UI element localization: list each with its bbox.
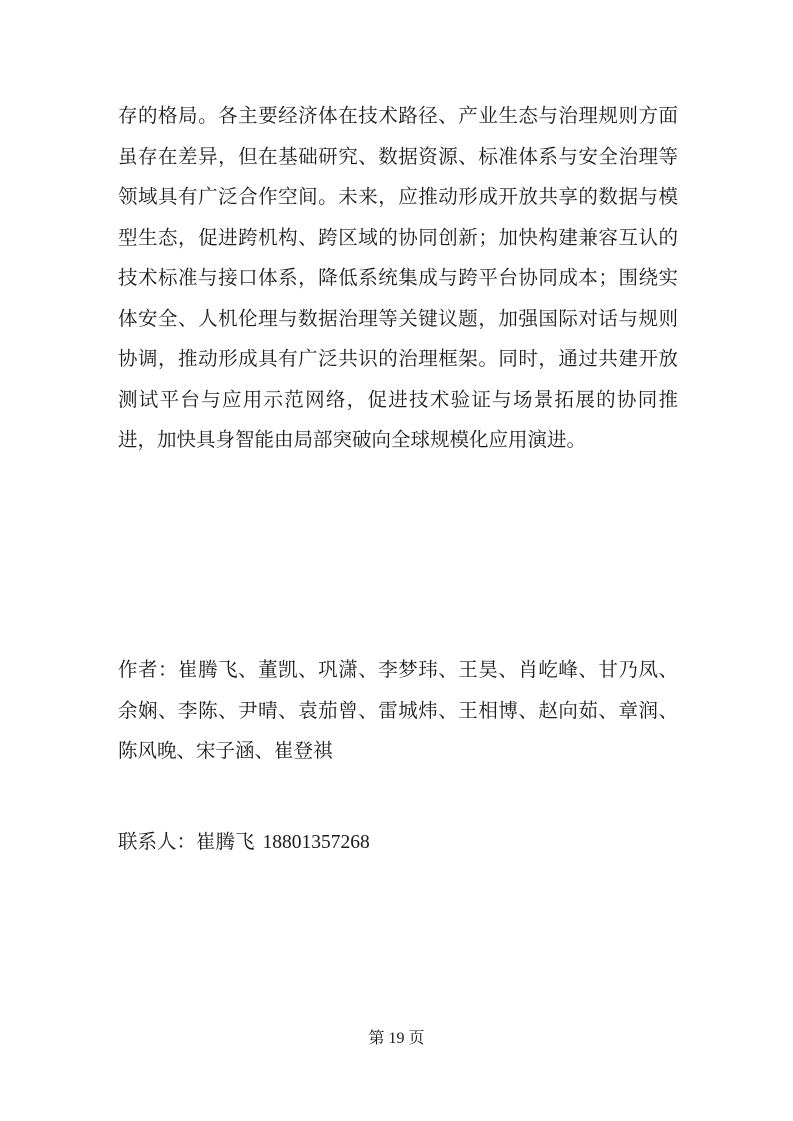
page-footer [0,1024,793,1053]
paragraph-line: 领域具有广泛合作空间。未来，应推动形成开放共享的数据与模 [118,185,678,208]
contact-info [118,822,370,862]
paragraph-line: 测试平台与应用示范网络，促进技术验证与场景拓展的协同推 [118,387,678,411]
authors-line: 作者：崔腾飞、董凯、巩潇、李梦玮、王昊、肖屹峰、甘乃凤、 [118,658,678,681]
paragraph-line: 存的格局。各主要经济体在技术路径、产业生态与治理规则方面 [118,104,678,127]
page-number: 19 [388,1030,405,1047]
body-paragraph [118,96,678,461]
paragraph-line: 协调，推动形成具有广泛共识的治理框架。同时，通过共建开放 [118,347,678,370]
authors-line: 陈风晚、宋子涵、崔登祺 [118,739,333,762]
paragraph-line: 虽存在差异，但在基础研究、数据资源、标准体系与安全治理等 [118,144,678,168]
contact-phone: 18801357268 [262,832,370,853]
contact-name: 崔腾飞 [196,830,255,853]
paragraph-line: 型生态，促进跨机构、跨区域的协同创新；加快构建兼容互认的 [118,225,678,249]
paragraph-line: 技术标准与接口体系，降低系统集成与跨平台协同成本；围绕实 [118,266,678,289]
contact-label: 联系人： [118,830,197,853]
page-number-prefix: 第 [368,1028,385,1047]
paragraph-line: 进，加快具身智能由局部突破向全球规模化应用演进。 [118,428,587,451]
paragraph-line: 体安全、人机伦理与数据治理等关键议题，加强国际对话与规则 [118,306,678,330]
authors-list [118,650,678,772]
authors-line: 余娴、李陈、尹晴、袁茄曾、雷城炜、王相博、赵向茹、章润、 [118,698,678,722]
page-number-suffix: 页 [408,1028,425,1047]
